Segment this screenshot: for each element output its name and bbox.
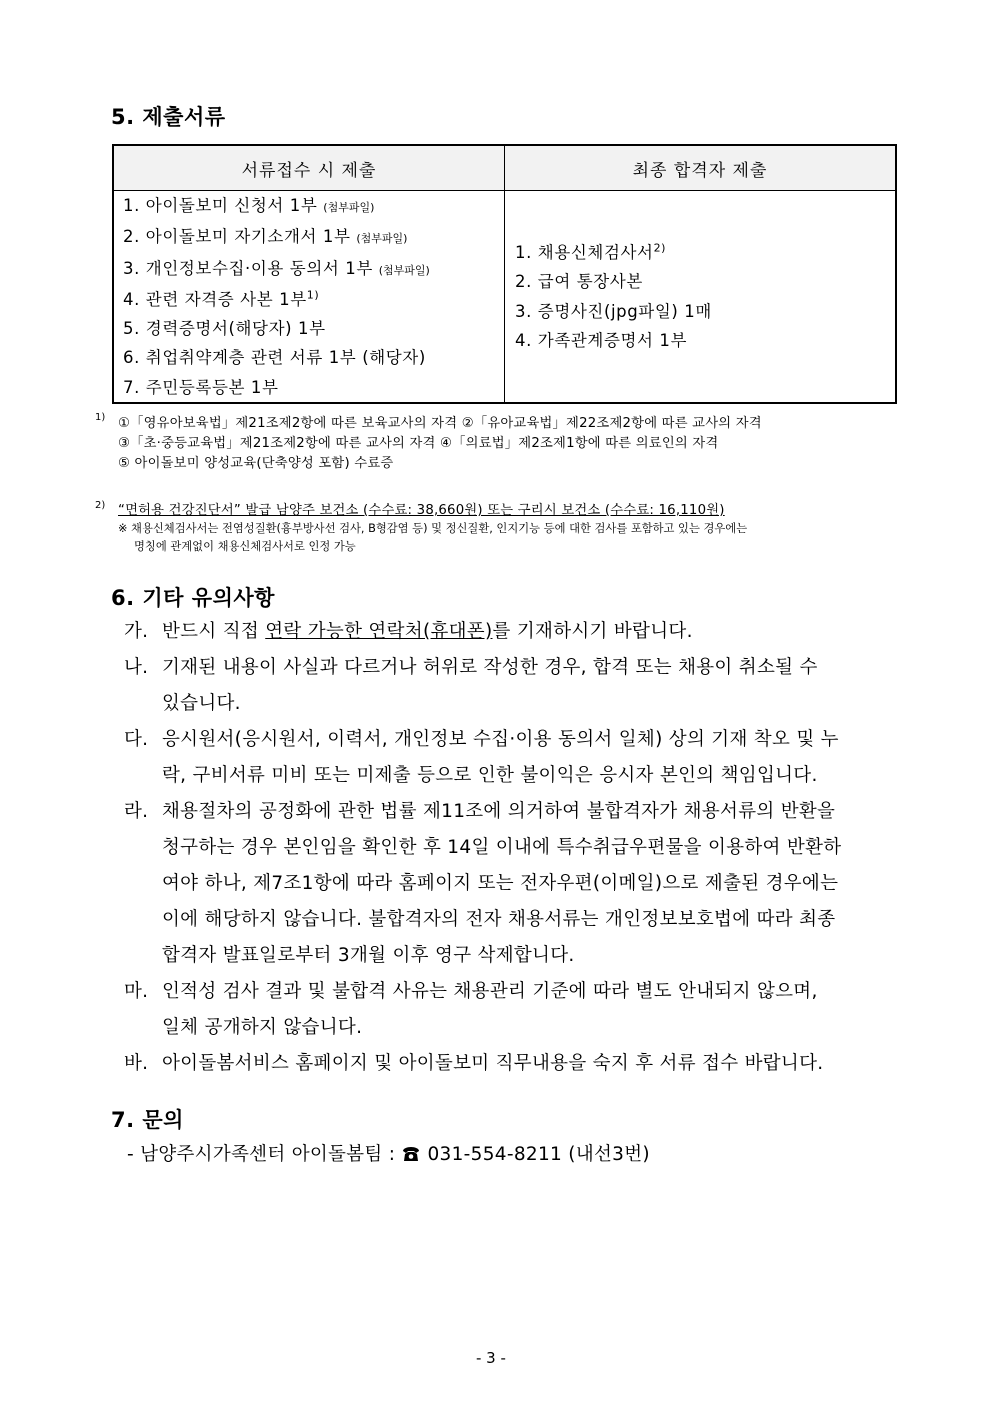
section-6-title: 6. 기타 유의사항 xyxy=(111,586,275,610)
contact-line: - 남양주시가족센터 아이돌봄팀 : 031-554-8211 (내선3번) xyxy=(127,1144,650,1165)
col-header-final: 최종 합격자 제출 xyxy=(505,145,897,191)
doc-item: 4. 관련 자격증 사본 1부$^{1)}$ xyxy=(123,288,320,309)
section-7-title: 7. 문의 xyxy=(111,1108,184,1132)
notice-item-ma: 마. 인적성 검사 결과 및 불합격 사유는 채용관리 기준에 따라 별도 안내되지 않으며, 일체 공개하지 않습니다. xyxy=(124,974,899,1046)
doc-item: 2. 급여 통장사본 xyxy=(515,272,643,292)
doc-item: 2. 아이돌보미 자기소개서 1부 (첨부파일) xyxy=(123,227,408,247)
doc-item: 7. 주민등록등본 1부 xyxy=(123,377,279,397)
notice-item-ga: 가. 반드시 직접 연락 가능한 연락처(휴대폰)를 기재하시기 바랍니다. xyxy=(124,614,899,650)
contact-requirement-underlined: 연락 가능한 연락처(휴대폰) xyxy=(265,621,493,642)
footnote-ref: 2) xyxy=(653,241,667,255)
footnote-2-note: 명칭에 관계없이 채용신체검사서로 인정 가능 xyxy=(134,540,356,553)
page-number: - 3 - xyxy=(476,1349,506,1367)
doc-item: 3. 개인정보수집·이용 동의서 1부 (첨부파일) xyxy=(123,258,430,278)
notice-item-ba: 바. 아이돌봄서비스 홈페이지 및 아이돌보미 직무내용을 숙지 후 서류 접수 바랍니다. xyxy=(124,1046,899,1082)
notice-label: 마. xyxy=(124,981,149,1002)
final-docs-cell xyxy=(505,191,897,404)
doc-item: 3. 증명사진(jpg파일) 1매 xyxy=(515,301,712,321)
application-docs-cell xyxy=(113,191,505,404)
notice-item-da: 다. 응시원서(응시원서, 이력서, 개인정보 수집·이용 동의서 일체) 상의 기재 착오 및 누 락, 구비서류 미비 또는 미제출 등으로 인한 불이익은 응시자 본인의 책임입니다. xyxy=(124,722,899,794)
footnote-2-mark: 2) xyxy=(95,500,106,511)
section-5-title: 5. 제출서류 xyxy=(111,105,226,129)
footnote-1-line: ③「초·중등교육법」제21조제2항에 따른 교사의 자격 ④「의료법」제2조제1항에 따른 의료인의 자격 xyxy=(118,436,719,451)
doc-item: 4. 가족관계증명서 1부 xyxy=(515,330,688,350)
notice-label: 가. xyxy=(124,621,149,642)
submission-documents-table xyxy=(112,144,897,404)
footnote-ref: 1) xyxy=(306,288,320,302)
doc-item: 1. 채용신체검사서$^{2)}$ xyxy=(515,241,667,262)
footnote-2-line: “면허용 건강진단서” 발급 남양주 보건소 (수수료: 38,660원) 또는 구리시 보건소 (수수료: 16,110원) xyxy=(118,503,725,518)
notice-label: 나. xyxy=(124,657,149,678)
contact-phone: 031-554-8211 (내선3번) xyxy=(427,1144,650,1165)
notice-item-na: 나. 기재된 내용이 사실과 다르거나 허위로 작성한 경우, 합격 또는 채용이 취소될 수 있습니다. xyxy=(124,650,899,722)
notice-item-ra: 라. 채용절차의 공정화에 관한 법률 제11조에 의거하여 불합격자가 채용서류의 반환을 청구하는 경우 본인임을 확인한 후 14일 이내에 특수취급우편물을 이용하여 반환하 여야 하나, 제7조1항에 따라 홈페이지 또는 전자우편(이메일)으로 제출된 경우에는 이에 해당하지 않습니다. 불합격자의 전자 채용서류는 개인정보보호법에 따라 최종 합격자 발표일로부터 3개월 이후 영구 삭제합니다. xyxy=(124,794,899,974)
notice-label: 라. xyxy=(124,801,149,822)
doc-item: 6. 취업취약계층 관련 서류 1부 (해당자) xyxy=(123,348,426,368)
telephone-icon xyxy=(401,1146,421,1162)
doc-item: 1. 아이돌보미 신청서 1부 (첨부파일) xyxy=(123,196,375,215)
footnote-1-line: ①「영유아보육법」제21조제2항에 따른 보육교사의 자격 ②「유아교육법」제22조제2항에 따른 교사의 자격 xyxy=(118,416,762,431)
notice-label: 바. xyxy=(124,1053,149,1074)
footnote-2-note: ※ 채용신체검사서는 전염성질환(흉부방사선 검사, B형감염 등) 및 정신질환, 인지기능 등에 대한 검사를 포함하고 있는 경우에는 xyxy=(118,522,748,535)
footnote-1-mark: 1) xyxy=(95,412,106,423)
footnote-1-line: ⑤ 아이돌보미 양성교육(단축양성 포함) 수료증 xyxy=(118,456,394,471)
col-header-application: 서류접수 시 제출 xyxy=(113,145,505,191)
notice-label: 다. xyxy=(124,729,149,750)
doc-item: 5. 경력증명서(해당자) 1부 xyxy=(123,319,326,339)
